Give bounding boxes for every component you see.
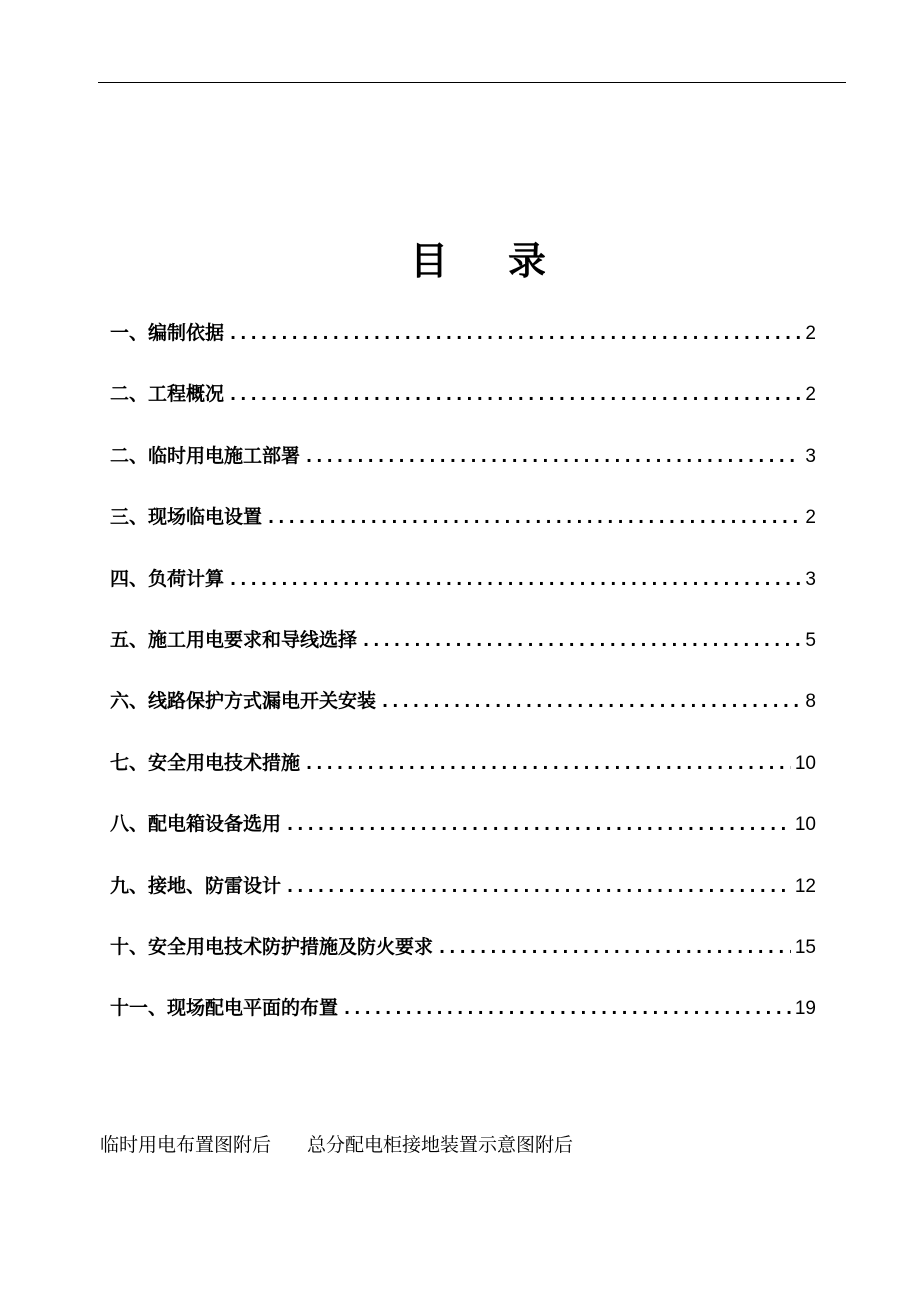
toc-leader-dots	[382, 692, 801, 711]
toc-leader-dots	[344, 999, 791, 1018]
toc-entry-page: 2	[805, 384, 816, 406]
toc-entry-label: 五、施工用电要求和导线选择	[110, 628, 358, 651]
toc-leader-dots	[306, 447, 801, 466]
toc-entry-label: 二、临时用电施工部署	[110, 444, 301, 467]
toc-entry-label: 八、配电箱设备选用	[110, 813, 282, 836]
toc-entry-page: 5	[805, 629, 816, 651]
toc-leader-dots	[287, 815, 791, 834]
toc-entry-page: 2	[805, 507, 816, 529]
toc-entry-label: 三、现场临电设置	[110, 506, 263, 529]
toc-entry-page: 3	[805, 445, 816, 467]
toc-entry[interactable]	[110, 625, 816, 686]
toc-entry[interactable]	[110, 502, 816, 563]
toc-entry[interactable]	[110, 748, 816, 809]
toc-entry[interactable]	[110, 564, 816, 625]
toc-entry-page: 12	[794, 875, 816, 897]
toc-entry-label: 十、安全用电技术防护措施及防火要求	[110, 935, 434, 958]
title-char-1: 目	[410, 238, 449, 283]
toc-entry[interactable]	[110, 993, 816, 1054]
toc-entry[interactable]	[110, 932, 816, 993]
toc-entry-page: 15	[794, 936, 816, 958]
toc-leader-dots	[363, 631, 801, 650]
toc-leader-dots	[439, 938, 791, 957]
table-of-contents	[110, 318, 816, 1055]
toc-entry-label: 二、工程概况	[110, 383, 225, 406]
toc-leader-dots	[287, 877, 791, 896]
toc-entry-page: 8	[805, 691, 816, 713]
toc-leader-dots	[268, 508, 801, 527]
toc-entry[interactable]	[110, 318, 816, 379]
toc-entry-label: 十一、现场配电平面的布置	[110, 997, 339, 1020]
appendix-note-grounding-diagram: 总分配电柜接地装置示意图附后	[307, 1134, 574, 1156]
toc-leader-dots	[230, 570, 801, 589]
toc-entry-page: 10	[794, 814, 816, 836]
appendix-note	[100, 1130, 573, 1157]
toc-entry[interactable]	[110, 809, 816, 870]
title-char-2: 录	[508, 238, 547, 283]
toc-entry-label: 六、线路保护方式漏电开关安装	[110, 690, 377, 713]
toc-entry[interactable]	[110, 379, 816, 440]
toc-leader-dots	[306, 754, 791, 773]
appendix-note-layout-plan: 临时用电布置图附后	[100, 1134, 272, 1156]
toc-entry[interactable]	[110, 871, 816, 932]
toc-leader-dots	[230, 324, 801, 343]
toc-entry-page: 3	[805, 568, 816, 590]
toc-entry[interactable]	[110, 441, 816, 502]
toc-leader-dots	[230, 385, 801, 404]
toc-entry-label: 四、负荷计算	[110, 567, 225, 590]
toc-entry-label: 一、编制依据	[110, 322, 225, 344]
toc-entry-label: 九、接地、防雷设计	[110, 874, 282, 897]
header-rule	[98, 82, 846, 83]
toc-entry-page: 10	[794, 752, 816, 774]
toc-entry-label: 七、安全用电技术措施	[110, 751, 301, 774]
toc-entry-page: 19	[794, 998, 816, 1020]
toc-entry[interactable]	[110, 686, 816, 747]
toc-entry-page: 2	[805, 323, 816, 344]
